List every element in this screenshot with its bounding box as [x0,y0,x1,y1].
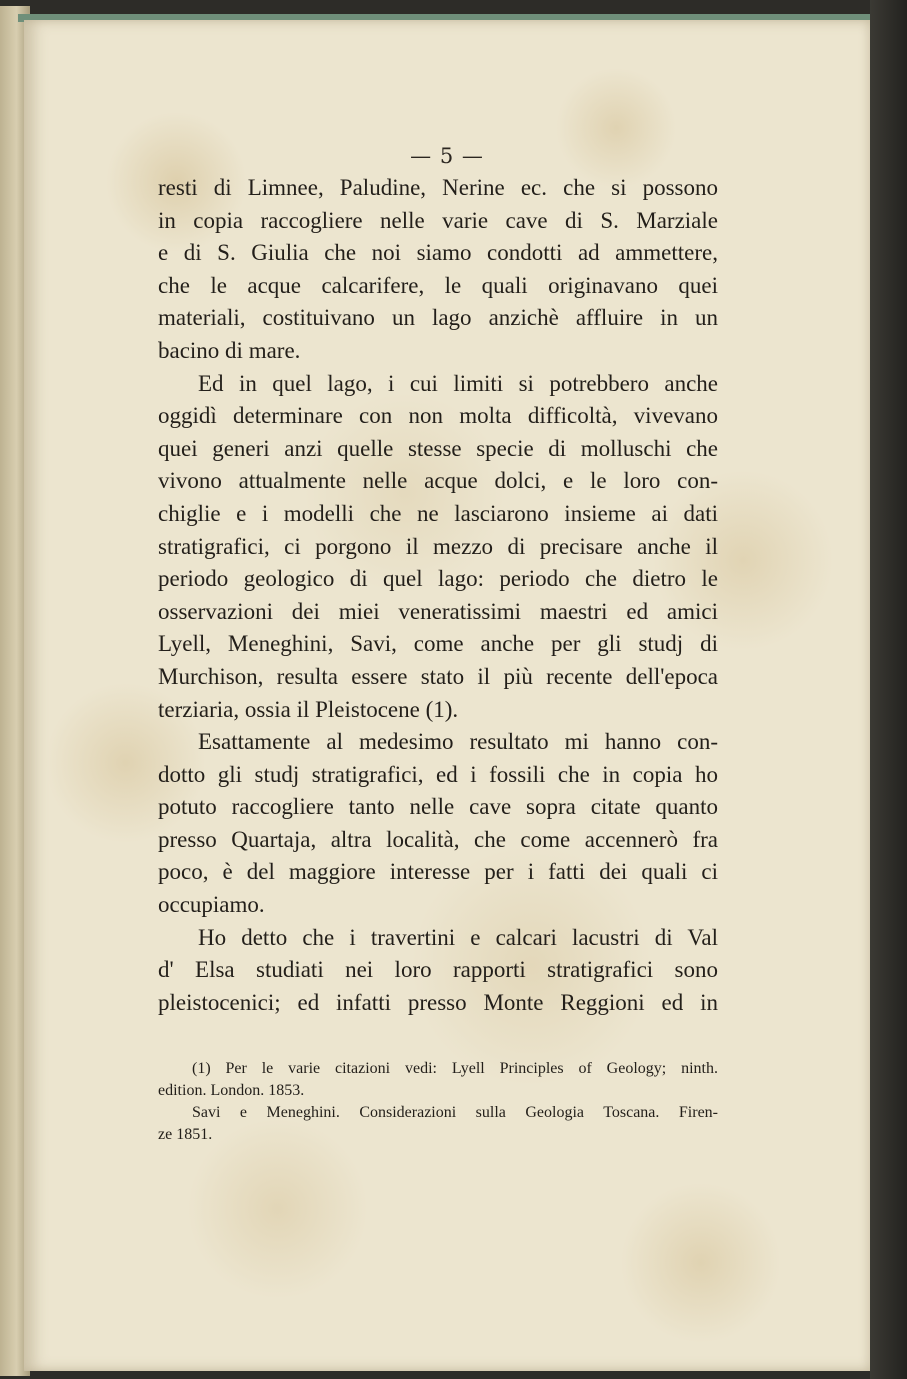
text-line: bacino di mare. [158,337,301,363]
text-line: chiglie e i modelli che ne lasciarono insieme ai dati [158,500,718,526]
text-line: e di S. Giulia che noi siamo condotti ad ammettere, [158,240,718,266]
text-line: resti di Limnee, Paludine, Nerine ec. che si possono [158,175,718,200]
text-line: che le acque calcarifere, le quali originavano quei [158,272,718,298]
footnote-line: Savi e Meneghini. Considerazioni sulla Geologia Toscana. Firen- [192,1104,718,1121]
text-line: Murchison, resulta essere stato il più recente dell'epoca [158,663,718,689]
text-line: terziaria, ossia il Pleistocene (1). [158,696,459,722]
text-line: quei generi anzi quelle stesse specie di molluschi che [158,435,718,461]
text-line: poco, è del maggiore interesse per i fatti dei quali ci [158,859,718,885]
text-line: stratigrafici, ci porgono il mezzo di precisare anche il [158,533,718,559]
text-line: pleistocenici; ed infatti presso Monte Reggioni ed in [158,989,718,1015]
text-line: oggidì determinare con non molta difficoltà, vivevano [158,403,718,429]
text-line: dotto gli studj stratigrafici, ed i fossili che in copia ho [158,761,718,787]
text-line: presso Quartaja, altra località, che come accennerò fra [158,826,718,852]
text-line: vivono attualmente nelle acque dolci, e le loro con- [158,468,718,494]
text-line: materiali, costituivano un lago anzichè affluire in un [158,305,718,331]
text-line: Lyell, Meneghini, Savi, come anche per gli studj di [158,631,718,657]
body-text [158,172,718,1019]
text-line: in copia raccogliere nelle varie cave di S. Marziale [158,207,718,233]
footnote-line: ze 1851. [158,1126,213,1143]
text-line: Ho detto che i travertini e calcari lacustri di Val [198,924,718,950]
text-line: periodo geologico di quel lago: periodo che dietro le [158,566,718,592]
page-sheet [24,20,870,1371]
footnotes [158,1058,718,1146]
text-line: Ed in quel lago, i cui limiti si potrebbero anche [198,370,718,396]
footnote-line: edition. London. 1853. [158,1082,305,1099]
text-line: osservazioni dei miei veneratissimi maestri ed amici [158,598,718,624]
scan-background-edge [870,0,907,1379]
text-line: d' Elsa studiati nei loro rapporti stratigrafici sono [158,957,718,983]
footnote-line: (1) Per le varie citazioni vedi: Lyell Principles of Geology; ninth. [192,1060,718,1077]
text-line: occupiamo. [158,892,265,918]
text-line: potuto raccogliere tanto nelle cave sopra citate quanto [158,794,718,820]
text-line: Esattamente al medesimo resultato mi hanno con- [198,729,718,755]
page-number: — 5 — [410,144,484,168]
